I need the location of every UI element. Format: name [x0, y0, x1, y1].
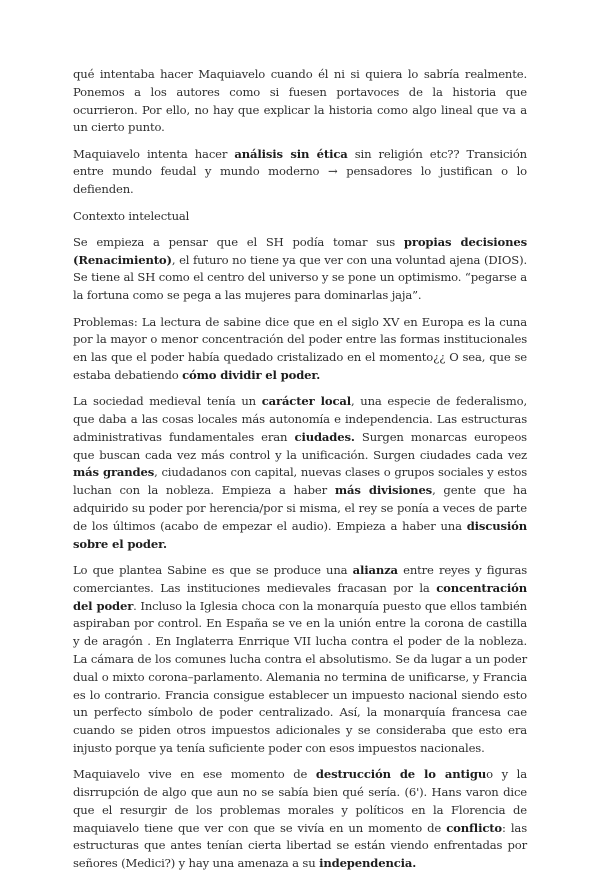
- text-run: , gente que ha adquirido su poder por herencia/por si misma, el rey se ponía a veces de parte de los últimos (acabo de empezar el audio). Empieza a haber una: [73, 483, 528, 533]
- text-run: Maquiavelo intenta hacer: [73, 146, 235, 161]
- bold-text-run: más divisiones: [334, 483, 433, 498]
- paragraph-sociedad-medieval: [73, 393, 527, 553]
- text-run: , una especie de federalismo, que daba a las cosas locales más autonomía e independencia. Las estructuras administrativas fundamentales eran: [73, 394, 528, 444]
- text-run: , ciudadanos con capital, nuevas clases o grupos sociales y estos luchan con la nobleza. Empieza a haber: [73, 465, 527, 498]
- bold-text-run: propias decisiones (Renacimiento): [73, 234, 527, 267]
- text-run: entre reyes y figuras comerciantes. Las instituciones medievales fracasan por la: [73, 562, 528, 595]
- paragraph-renacimiento: [73, 234, 527, 305]
- text-run: Lo que plantea Sabine es que se produce una: [73, 562, 353, 577]
- text-run: , el futuro no tiene ya que ver con una voluntad ajena (DIOS). Se tiene al SH como el centro del universo y se pone un optimismo. “pegarse a la fortuna como se pega a las mujeres para dominarlas jaja”.: [73, 252, 527, 303]
- paragraph-maquiavelo-vive: [73, 766, 527, 873]
- section-heading-contexto: [73, 208, 527, 226]
- text-run: : las estructuras que antes tenían cierta libertad se están viendo enfrentadas por señores (Medici?) y hay una amenaza a su: [73, 820, 527, 871]
- text-run: Se empieza a pensar que el SH podía tomar sus: [73, 234, 404, 249]
- bold-text-run: alianza: [352, 562, 398, 577]
- paragraph-sabine: [73, 562, 527, 758]
- paragraph-intro: [73, 66, 527, 137]
- bold-text-run: destrucción de lo antigu: [315, 767, 487, 782]
- text-run: Problemas: La lectura de sabine dice que en el siglo XV en Europa es la cuna por la mayor o menor concentración del poder entre las formas institucionales en las que el poder había quedado cristalizado en el momento¿¿ O sea, que se estaba debatiendo: [73, 314, 527, 382]
- bold-text-run: carácter local: [261, 394, 352, 409]
- paragraph-problemas: [73, 314, 527, 385]
- bold-text-run: ciudades.: [294, 429, 355, 444]
- text-run: Maquiavelo vive en ese momento de: [73, 767, 316, 782]
- bold-text-run: cómo dividir el poder.: [182, 367, 321, 382]
- text-run: . Incluso la Iglesia choca con la monarquía puesto que ellos también aspiraban por control. En España se ve en la unión entre la corona de castilla y de aragón . En Inglaterra Enrrique VII lucha contra el poder de la nobleza. La cámara de los comunes lucha contra el absolutismo. Se da lugar a un poder dual o mixto corona–parlamento. Alemania no termina de unificarse, y Francia es lo contrario. Francia consigue establecer un impuesto nacional siendo esto un perfecto símbolo de poder centralizado. Así, la monarquía francesa cae cuando se piden otros impuestos adicionales y se consideraba que esto era injusto porque ya tenía suficiente poder con esos impuestos nacionales.: [73, 598, 527, 755]
- text-run: o y la disrrupción de algo que aun no se sabía bien qué sería. (6'). Hans varon dice que el resurgir de los problemas morales y políticos en la Florencia de maquiavelo tiene que ver con que se vivía en un momento de: [73, 767, 527, 835]
- bold-text-run: discusión sobre el poder.: [73, 518, 527, 551]
- bold-text-run: conflicto: [446, 820, 503, 835]
- bold-text-run: más grandes: [73, 465, 155, 480]
- bold-text-run: independencia.: [319, 856, 417, 871]
- text-run: Contexto intelectual: [73, 208, 190, 223]
- text-run: qué intentaba hacer Maquiavelo cuando él ni si quiera lo sabría realmente. Ponemos a los autores como si fuesen portavoces de la historia que ocurrieron. Por ello, no hay que explicar la historia como algo lineal que va a un cierto punto.: [73, 67, 527, 135]
- text-run: Surgen monarcas europeos que buscan cada vez más control y la unificación. Surgen ciudades cada vez: [73, 429, 527, 462]
- document-page: [73, 66, 527, 881]
- text-run: La sociedad medieval tenía un: [73, 394, 262, 409]
- paragraph-analisis: [73, 146, 527, 199]
- bold-text-run: análisis sin ética: [234, 146, 348, 161]
- text-run: sin religión etc?? Transición entre mundo feudal y mundo moderno → pensadores lo justifican o lo defienden.: [73, 146, 527, 197]
- bold-text-run: concentración del poder: [73, 580, 527, 613]
